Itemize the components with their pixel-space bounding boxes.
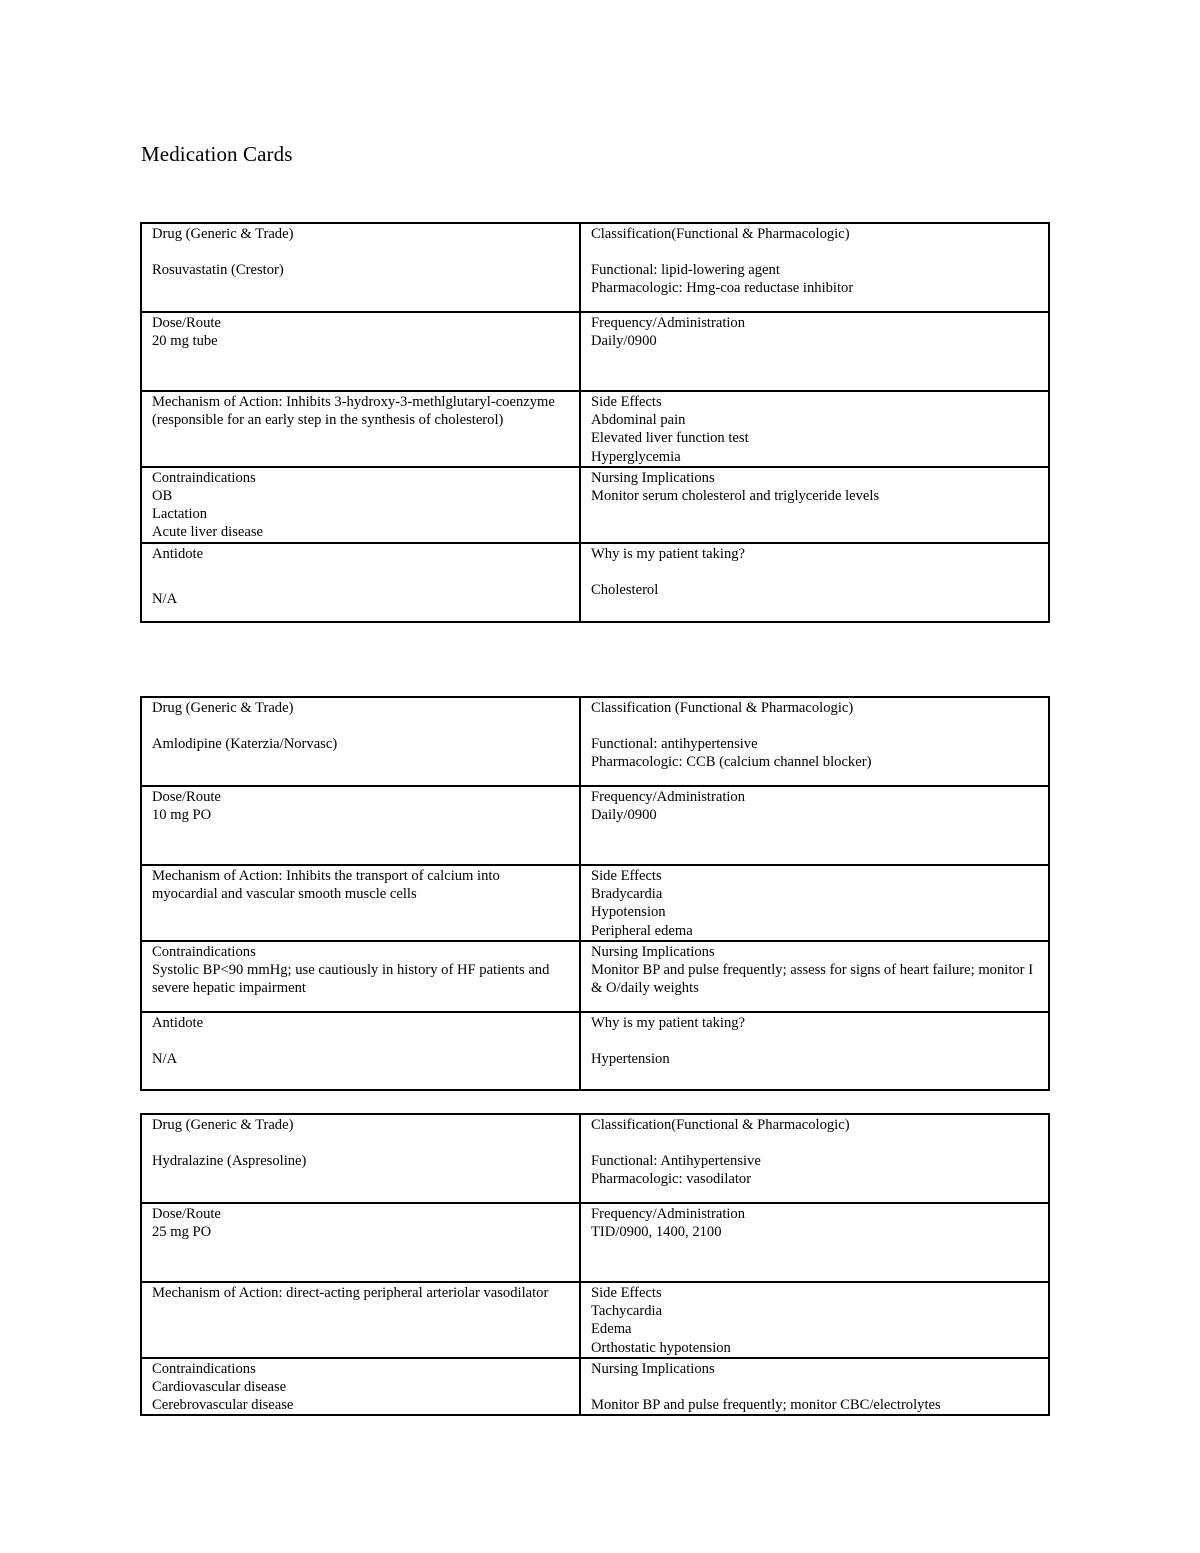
mechanism-text: Mechanism of Action: Inhibits the transport of calcium into myocardial and vascular smooth muscle cells bbox=[152, 868, 500, 903]
dose-label: Dose/Route bbox=[152, 315, 221, 331]
dose-label: Dose/Route bbox=[152, 1206, 221, 1222]
mechanism-cell bbox=[141, 1282, 580, 1358]
nursing-implications-cell bbox=[580, 467, 1049, 543]
classification-label: Classification(Functional & Pharmacologic) bbox=[591, 1117, 850, 1133]
side-effect-item: Hypotension bbox=[591, 904, 666, 921]
nursing-implications-text: Monitor BP and pulse frequently; assess for signs of heart failure; monitor I & O/daily weights bbox=[591, 962, 1034, 997]
page-title: Medication Cards bbox=[141, 142, 293, 166]
nursing-implications-cell bbox=[580, 941, 1049, 1012]
nursing-implications-label: Nursing Implications bbox=[591, 1360, 715, 1377]
drug-cell bbox=[141, 223, 580, 312]
classification-cell bbox=[580, 223, 1049, 312]
frequency-cell bbox=[580, 1203, 1049, 1282]
nursing-implications-label: Nursing Implications bbox=[591, 943, 715, 960]
antidote-value: N/A bbox=[152, 1051, 178, 1068]
dose-value: 10 mg PO bbox=[152, 807, 212, 824]
contraindications-cell bbox=[141, 467, 580, 543]
classification-cell bbox=[580, 1114, 1049, 1203]
drug-label: Drug (Generic & Trade) bbox=[152, 700, 294, 716]
nursing-implications-text: Monitor BP and pulse frequently; monitor CBC/electrolytes bbox=[591, 1397, 941, 1414]
dose-cell bbox=[141, 312, 580, 391]
antidote-label: Antidote bbox=[152, 1014, 204, 1031]
nursing-implications-text: Monitor serum cholesterol and triglyceride levels bbox=[591, 488, 880, 505]
medication-card-amlodipine bbox=[140, 696, 1050, 1091]
contraindications-label: Contraindications bbox=[152, 1360, 256, 1377]
frequency-cell bbox=[580, 786, 1049, 865]
side-effect-item: Tachycardia bbox=[591, 1303, 663, 1320]
drug-name: Hydralazine (Aspresoline) bbox=[152, 1153, 307, 1170]
contraindication-item: Lactation bbox=[152, 506, 208, 523]
classification-label: Classification (Functional & Pharmacologic) bbox=[591, 700, 854, 716]
contraindications-text: Systolic BP<90 mmHg; use cautiously in history of HF patients and severe hepatic impairment bbox=[152, 962, 550, 997]
mechanism-text: Mechanism of Action: Inhibits 3-hydroxy-3-methlglutaryl-coenzyme (responsible for an early step in the synthesis of cholesterol) bbox=[152, 394, 555, 429]
reason-value: Cholesterol bbox=[591, 581, 659, 598]
reason-value: Hypertension bbox=[591, 1051, 670, 1068]
medication-card-hydralazine bbox=[140, 1113, 1050, 1416]
frequency-cell bbox=[580, 312, 1049, 391]
frequency-value: Daily/0900 bbox=[591, 807, 657, 824]
antidote-cell bbox=[141, 1012, 580, 1090]
classification-pharmacologic: Pharmacologic: CCB (calcium channel blocker) bbox=[591, 754, 872, 771]
reason-cell bbox=[580, 543, 1049, 622]
side-effects-cell bbox=[580, 391, 1049, 467]
dose-cell bbox=[141, 1203, 580, 1282]
antidote-value: N/A bbox=[152, 590, 178, 607]
side-effects-cell bbox=[580, 865, 1049, 941]
mechanism-cell bbox=[141, 391, 580, 467]
mechanism-text: Mechanism of Action: direct-acting peripheral arteriolar vasodilator bbox=[152, 1285, 549, 1301]
reason-label: Why is my patient taking? bbox=[591, 1014, 746, 1031]
classification-functional: Functional: Antihypertensive bbox=[591, 1153, 761, 1170]
dose-cell bbox=[141, 786, 580, 865]
classification-cell bbox=[580, 697, 1049, 786]
mechanism-cell bbox=[141, 865, 580, 941]
side-effect-item: Hyperglycemia bbox=[591, 448, 681, 465]
dose-value: 20 mg tube bbox=[152, 333, 218, 350]
contraindications-cell bbox=[141, 941, 580, 1012]
classification-functional: Functional: antihypertensive bbox=[591, 736, 758, 753]
side-effect-item: Edema bbox=[591, 1321, 632, 1338]
frequency-value: TID/0900, 1400, 2100 bbox=[591, 1224, 722, 1241]
classification-functional: Functional: lipid-lowering agent bbox=[591, 262, 780, 279]
reason-cell bbox=[580, 1012, 1049, 1090]
drug-label: Drug (Generic & Trade) bbox=[152, 226, 294, 242]
antidote-cell bbox=[141, 543, 580, 622]
drug-label: Drug (Generic & Trade) bbox=[152, 1117, 294, 1133]
nursing-implications-label: Nursing Implications bbox=[591, 469, 715, 486]
frequency-label: Frequency/Administration bbox=[591, 1206, 746, 1222]
contraindication-item: Cardiovascular disease bbox=[152, 1379, 287, 1396]
antidote-label: Antidote bbox=[152, 545, 204, 562]
side-effects-cell bbox=[580, 1282, 1049, 1358]
contraindication-item: Cerebrovascular disease bbox=[152, 1397, 294, 1414]
side-effect-item: Orthostatic hypotension bbox=[591, 1339, 731, 1356]
contraindication-item: Acute liver disease bbox=[152, 524, 264, 541]
classification-label: Classification(Functional & Pharmacologic) bbox=[591, 226, 850, 242]
side-effects-label: Side Effects bbox=[591, 868, 662, 884]
drug-name: Rosuvastatin (Crestor) bbox=[152, 262, 284, 279]
contraindications-label: Contraindications bbox=[152, 943, 256, 960]
side-effects-label: Side Effects bbox=[591, 394, 662, 410]
side-effect-item: Peripheral edema bbox=[591, 922, 693, 939]
side-effect-item: Elevated liver function test bbox=[591, 430, 749, 447]
contraindications-label: Contraindications bbox=[152, 469, 256, 486]
frequency-label: Frequency/Administration bbox=[591, 789, 746, 805]
side-effects-label: Side Effects bbox=[591, 1285, 662, 1301]
frequency-label: Frequency/Administration bbox=[591, 315, 746, 331]
contraindication-item: OB bbox=[152, 488, 173, 505]
dose-label: Dose/Route bbox=[152, 789, 221, 805]
reason-label: Why is my patient taking? bbox=[591, 545, 746, 562]
frequency-value: Daily/0900 bbox=[591, 333, 657, 350]
nursing-implications-cell bbox=[580, 1358, 1049, 1416]
classification-pharmacologic: Pharmacologic: Hmg-coa reductase inhibitor bbox=[591, 280, 854, 297]
medication-card-rosuvastatin bbox=[140, 222, 1050, 623]
classification-pharmacologic: Pharmacologic: vasodilator bbox=[591, 1171, 752, 1188]
dose-value: 25 mg PO bbox=[152, 1224, 212, 1241]
drug-cell bbox=[141, 697, 580, 786]
side-effect-item: Bradycardia bbox=[591, 886, 663, 903]
contraindications-cell bbox=[141, 1358, 580, 1416]
drug-name: Amlodipine (Katerzia/Norvasc) bbox=[152, 736, 338, 753]
side-effect-item: Abdominal pain bbox=[591, 412, 686, 429]
drug-cell bbox=[141, 1114, 580, 1203]
